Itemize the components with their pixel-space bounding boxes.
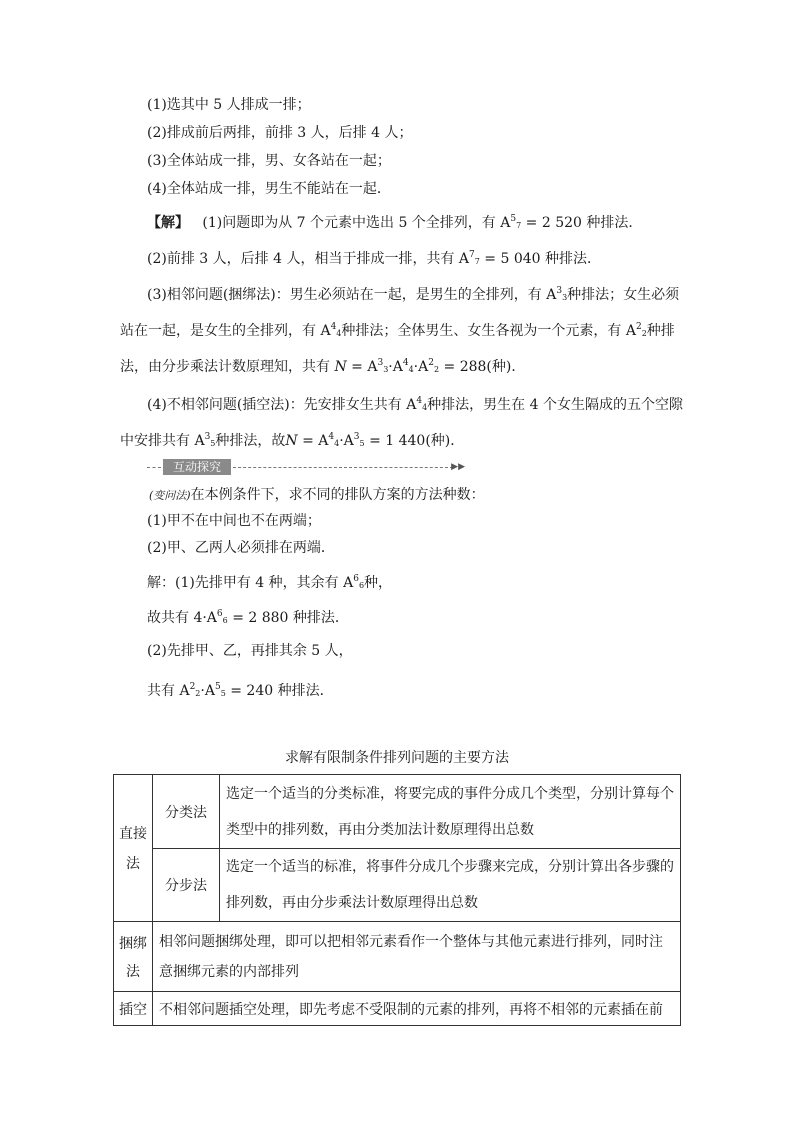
solution-part-1: 【解】 (1)问题即为从 7 个元素中选出 5 个全排列，有 $A^57 = 2$ 520 种排法．: [147, 214, 643, 231]
direct-method-cell: 直接 法: [114, 775, 153, 922]
solution-tag: 【解】: [147, 215, 189, 231]
bind-method-description: 相邻问题捆绑处理，即可以把相邻元素看作一个整体与其他元素进行排列，同时注意捆绑元素的内部排列: [153, 922, 681, 992]
gap-method-description: 不相邻问题插空处理，即先考虑不受限制的元素的排列，再将不相邻的元素插在前: [153, 992, 681, 1026]
step-method-cell: 分步法: [153, 849, 220, 922]
explore-solution-2: 故共有 $4\cdot A^66 = 2$ 880 种排法．: [147, 609, 349, 626]
solution-part-3-line-1: (3)相邻问题(捆绑法)：男生必须站在一起，是男生的全排列，有 $A^33$种排法；女生必须: [147, 286, 680, 303]
step-method-description: 选定一个适当的标准，将事件分成几个步骤来完成，分别计算出各步骤的排列数，再由分步乘法计数原理得出总数: [220, 849, 681, 922]
explore-question-2: (2)甲、乙两人必须排在两端．: [147, 540, 335, 556]
question-2: (2)排成前后两排，前排 3 人，后排 4 人；: [147, 125, 413, 141]
divider-dash-right: [233, 467, 453, 468]
explore-question-1: (1)甲不在中间也不在两端；: [147, 513, 321, 529]
question-4: (4)全体站成一排，男生不能站在一起．: [147, 181, 391, 197]
question-1: (1)选其中 5 人排成一排；: [147, 97, 311, 113]
solution-part-4-line-1: (4)不相邻问题(插空法)：先安排女生共有 $A^44$种排法，男生在 4 个女生隔成的五个空隙: [147, 396, 683, 413]
solution-part-3-line-3: 法，由分步乘法计数原理知，共有 $N = A^33\cdot A^44\cdot A^22 = 288$(种)．: [120, 358, 526, 375]
explore-tag: (变问法): [149, 489, 191, 502]
explore-solution-4: 共有 $A^22\cdot A^55 = 240$ 种排法．: [147, 682, 334, 699]
classify-method-description: 选定一个适当的分类标准，将要完成的事件分成几个类型，分别计算每个类型中的排列数，再由分类加法计数原理得出总数: [220, 775, 681, 849]
question-3: (3)全体站成一排，男、女各站在一起；: [147, 153, 391, 169]
bind-method-cell: 捆绑 法: [114, 922, 153, 992]
explore-solution-1: 解：(1)先排甲有 4 种，其余有 $A^66$种，: [147, 574, 393, 591]
solution-part-4-line-2: 中安排共有 $A^35$种排法，故$N = A^44\cdot A^35 = 1$ 440(种)．: [120, 432, 465, 449]
solution-part-2: (2)前排 3 人，后排 4 人，相当于排成一排，共有 $A^77 = 5$ 040 种排法．: [147, 250, 602, 267]
explore-intro: (变问法)在本例条件下，求不同的排队方案的方法种数：: [149, 487, 485, 503]
classify-method-cell: 分类法: [153, 775, 220, 849]
methods-table: [113, 774, 681, 1026]
divider-arrow-icon: ▶▶: [451, 462, 465, 472]
gap-method-cell: 插空: [114, 992, 153, 1026]
divider-label: 互动探究: [163, 459, 231, 475]
explore-solution-3: (2)先排甲、乙，再排其余 5 人，: [147, 643, 353, 659]
solution-part-3-line-2: 站在一起，是女生的全排列，有 $A^44$种排法；全体男生、女生各视为一个元素，有 $A^22$种排: [120, 322, 675, 339]
divider-dash-left: [147, 467, 161, 468]
table-caption: 求解有限制条件排列问题的主要方法: [285, 750, 509, 766]
interactive-explore-divider: [147, 459, 465, 475]
